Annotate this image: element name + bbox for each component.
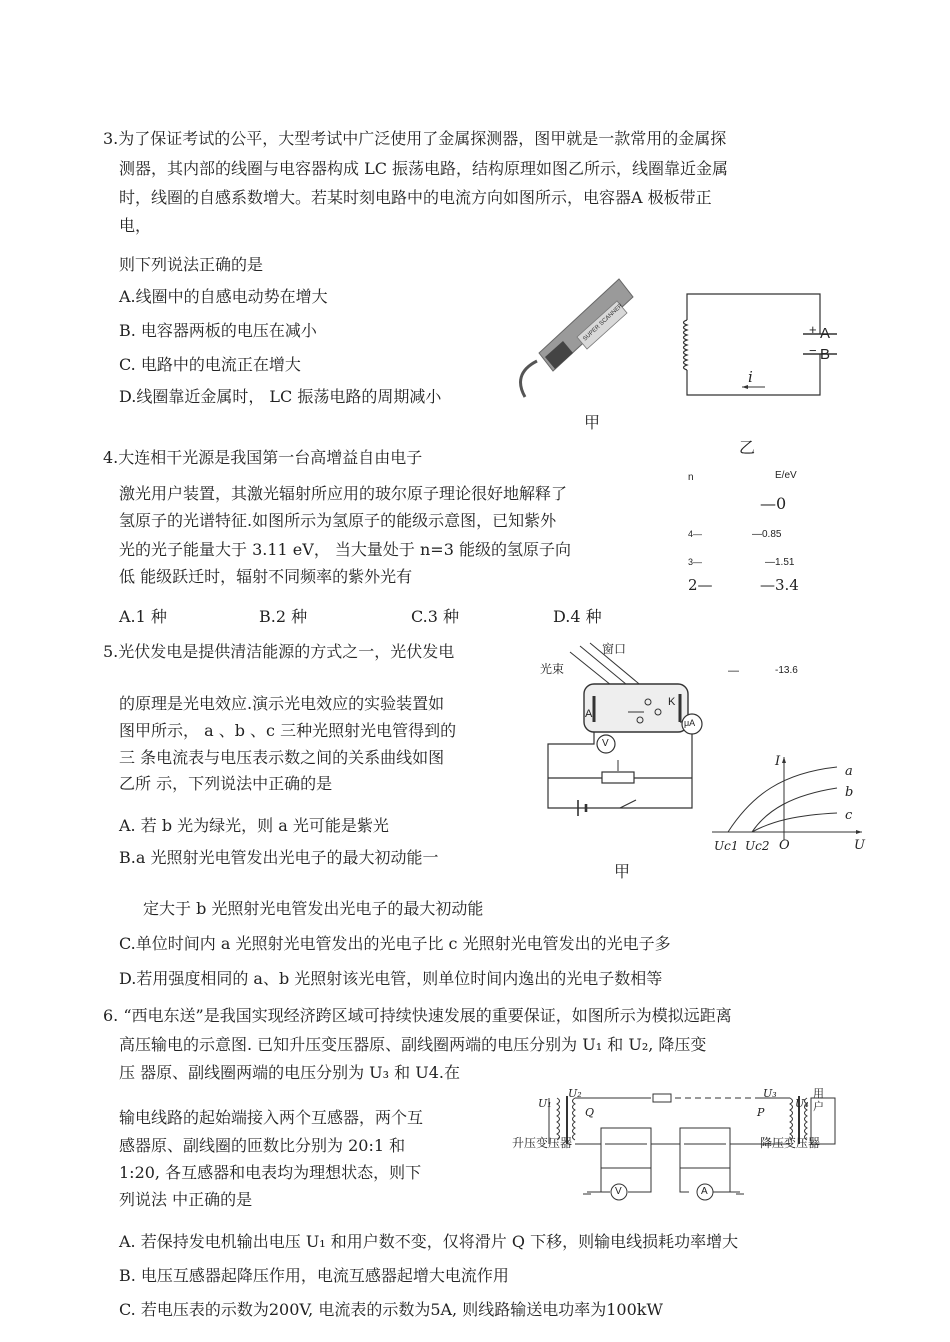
q3-figure-jia-caption: 甲 [584,413,601,432]
q3-line-3: 时，线圈的自感系数增大。若某时刻电路中的电流方向如图所示，电容器A 极板带正 [119,188,712,207]
q6-line-4: 输电线路的起始端接入两个互感器，两个互 [119,1108,424,1127]
q3-option-b: B. 电容器两板的电压在减小 [119,321,317,340]
q5-line-2: 图甲所示， a 、b 、c 三种光照射光电管得到的 [119,721,457,740]
metal-detector-figure [515,275,635,405]
level-n2: 2— [688,576,713,594]
q5-line-1: 的原理是光电效应.演示光电效应的实验装置如 [119,694,445,713]
graph-u-label: U [854,838,865,853]
diagram-ammeter-label: A [701,1186,708,1197]
capacitor-label-b: B [820,346,831,363]
levels-n-header: n [688,472,694,483]
voltmeter-label: V [602,738,609,749]
q5-line-3: 三 条电流表与电压表示数之间的关系曲线如图 [119,748,445,767]
capacitor-minus-sign: − [809,343,817,358]
q6-option-c: C. 若电压表的示数为200V, 电流表的示数为5A, 则线路输送电功率为100kW [119,1300,663,1319]
diagram-step-up-label: 升压变压器 [512,1136,573,1150]
q4-option-c: C.3 种 [411,607,460,626]
q3-line-4: 电， [119,216,152,235]
q4-line-4: 低 能级跃迁时，辐射不同频率的紫外光有 [119,567,413,586]
q6-line-1: 6. “西电东送”是我国实现经济跨区域可持续快速发展的重要保证，如图所示为模拟远距离 [103,1006,732,1025]
graph-i-axis-arrow [782,757,786,763]
graph-i-label: I [775,754,781,769]
apparatus-main-circuit [548,732,692,808]
voltmeter-lead-right [628,1168,651,1192]
inductor-coil [684,320,688,370]
diagram-step-down-label: 降压变压器 [760,1136,821,1150]
q4-line-3: 光的光子能量大于 3.11 eV， 当大量处于 n=3 能级的氢原子向 [119,540,571,559]
q4-option-a: A.1 种 [119,607,167,626]
q3-line-1: 3.为了保证考试的公平，大型考试中广泛使用了金属探测器，图甲就是一款常用的金属探 [103,129,727,148]
microammeter-label: μA [684,718,696,728]
diagram-u4-label: U₄ [795,1097,809,1110]
graph-c-label: c [845,808,853,823]
q6-line-3: 压 器原、副线圈两端的电压分别为 U₃ 和 U4.在 [119,1063,460,1082]
diagram-u1-label: U₁ [538,1097,552,1110]
q5-figure-jia-caption: 甲 [614,862,631,881]
q4-option-d: D.4 种 [553,607,602,626]
cathode-label: K [668,696,676,708]
graph-origin-label: O [779,838,790,853]
level-n1: — [728,665,739,677]
q4-line-2: 氢原子的光谱特征.如图所示为氢原子的能级示意图，已知紫外 [119,511,557,530]
line-resistor [653,1094,671,1102]
circuit-wire-top [687,294,820,334]
graph-a-label: a [845,764,853,779]
current-transformer [680,1128,730,1168]
q3-option-c: C. 电路中的电流正在增大 [119,355,301,374]
q6-line-5: 感器原、副线圈的匝数比分别为 20:1 和 [119,1136,406,1155]
q6-line-2: 高压输电的示意图. 已知升压变压器原、副线圈两端的电压分别为 U₁ 和 U₂, 降压变 [119,1035,707,1054]
q6-option-a: A. 若保持发电机输出电压 U₁ 和用户数不变，仅将滑片 Q 下移，则输电线损耗功率增大 [119,1232,739,1251]
level-n3: 3— [688,557,703,567]
window-label: 窗口 [602,642,627,656]
diagram-p-label: P [757,1106,765,1119]
diagram-u3-label: U₃ [763,1087,777,1100]
current-label: i [748,368,753,386]
diagram-q-label: Q [585,1106,595,1119]
ammeter-lead-right [713,1168,730,1192]
voltmeter-lead-left [601,1168,610,1192]
level-n1-energy: -13.6 [775,665,798,676]
graph-curve-c [752,813,837,832]
q5-line-4: 乙所 示，下列说法中正确的是 [119,774,333,793]
level-n3-energy: —1.51 [765,557,795,568]
graph-u-axis-arrow [856,830,862,834]
q3-line-2: 测器，其内部的线圈与电容器构成 LC 振荡电路，结构原理如图乙所示，线圈靠近金属 [119,159,729,178]
q3-option-a: A.线圈中的自感电动势在增大 [119,287,328,306]
beam-label: 光束 [540,662,565,676]
diagram-user-label: 用户 [813,1088,824,1113]
detector-cable [521,361,537,397]
levels-e-header: E/eV [775,470,797,481]
level-n2-energy: —3.4 [760,576,799,594]
q5-option-b-line1: B.a 光照射光电管发出光电子的最大初动能一 [119,848,439,867]
circuit-wire-bottom [687,354,820,395]
level-n4: 4— [688,529,703,539]
q6-line-7: 列说法 中正确的是 [119,1190,253,1209]
q5-option-c: C.单位时间内 a 光照射光电管发出的光电子比 c 光照射光电管发出的光电子多 [119,934,671,953]
photocell-tube [584,684,688,732]
ammeter-lead-left [680,1168,689,1192]
q5-option-b-line2: 定大于 b 光照射光电管发出光电子的最大初动能 [143,899,484,918]
graph-curve-b [752,788,837,832]
graph-curve-a [728,767,837,832]
capacitor-label-a: A [820,325,831,342]
q4-option-b: B.2 种 [259,607,308,626]
q5-option-a: A. 若 b 光为绿光，则 a 光可能是紫光 [119,816,389,835]
voltage-transformer [601,1128,651,1168]
graph-uc1-label: Uc1 [714,839,739,853]
q5-option-d: D.若用强度相同的 a、b 光照射该光电管，则单位时间内逸出的光电子数相等 [119,969,663,988]
anode-label: A [585,708,593,720]
q6-option-b: B. 电压互感器起降压作用，电流互感器起增大电流作用 [119,1266,509,1285]
level-infinity-value: —0 [760,494,787,513]
graph-uc2-label: Uc2 [745,839,770,853]
rheostat [602,772,634,783]
q5-title: 5.光伏发电是提供清洁能源的方式之一，光伏发电 [103,642,455,661]
q3-prompt: 则下列说法正确的是 [119,255,264,274]
capacitor-plus-sign: + [809,322,817,337]
diagram-u2-label: U₂ [568,1087,582,1100]
q4-line-1: 激光用户装置，其激光辐射所应用的玻尔原子理论很好地解释了 [119,484,568,503]
detector-brand-text: SUPER SCANNER [582,302,625,343]
q6-line-6: 1:20, 各互感器和电表均为理想状态，则下 [119,1163,422,1182]
level-n4-energy: —0.85 [752,529,782,540]
switch [620,800,636,808]
q3-figure-yi-caption: 乙 [739,438,756,457]
q3-option-d: D.线圈靠近金属时， LC 振荡电路的周期减小 [119,387,442,406]
q4-title: 4.大连相干光源是我国第一台高增益自由电子 [103,448,423,467]
step-up-secondary-coil [573,1098,576,1140]
diagram-voltmeter-label: V [615,1186,622,1197]
graph-b-label: b [845,785,854,800]
